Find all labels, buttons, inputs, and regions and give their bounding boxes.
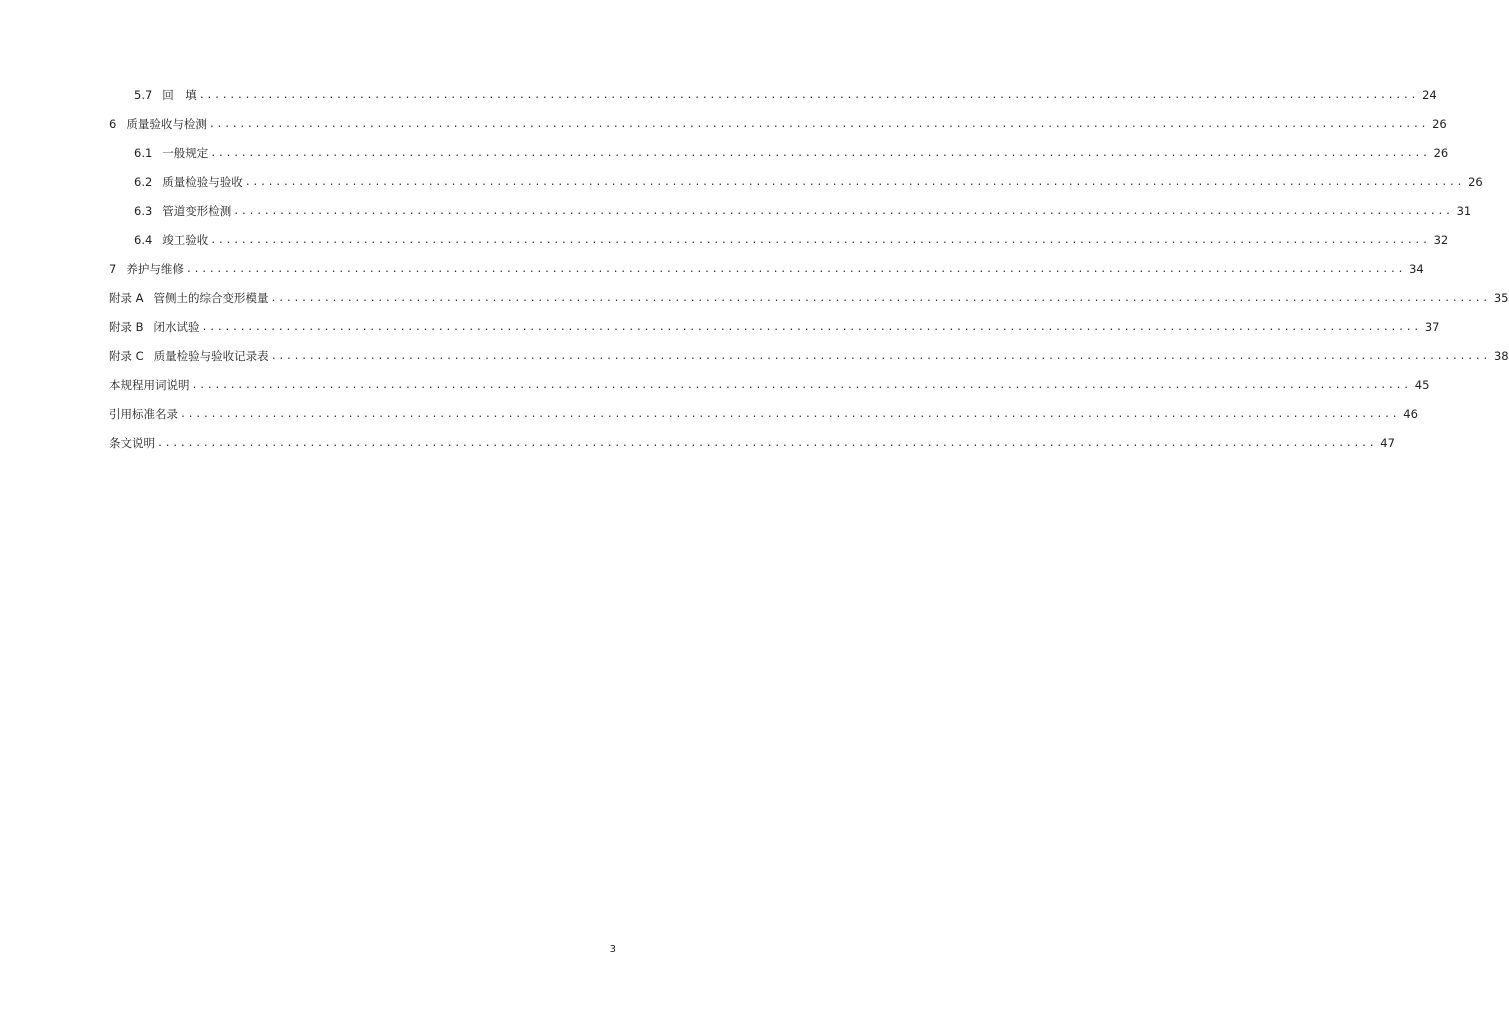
toc-entry-title: 竣工验收 bbox=[162, 233, 209, 247]
toc-entry-page: 47 bbox=[1380, 436, 1395, 450]
toc-entry-title: 质量检验与验收 bbox=[162, 175, 243, 189]
table-of-contents bbox=[109, 75, 1509, 452]
toc-entry-title: 养护与维修 bbox=[126, 262, 184, 276]
toc-entry-6[interactable] bbox=[109, 104, 1447, 133]
toc-entry-page: 38 bbox=[1493, 349, 1509, 363]
toc-entry-page: 26 bbox=[1432, 117, 1447, 131]
toc-entry-number: 附录 A bbox=[109, 291, 144, 305]
toc-dot-leader: ................................................................................................................................................................ bbox=[210, 148, 1430, 159]
toc-entry-title: 管侧土的综合变形模量 bbox=[153, 291, 269, 305]
toc-entry-page: 37 bbox=[1424, 320, 1440, 334]
toc-entry-page: 26 bbox=[1433, 146, 1449, 160]
toc-dot-leader: ................................................................................................................................................................ bbox=[191, 380, 1411, 391]
toc-entry-page: 31 bbox=[1456, 204, 1472, 218]
toc-dot-leader: ................................................................................................................................................................ bbox=[210, 235, 1430, 246]
toc-entry-title: 引用标准名录 bbox=[109, 407, 178, 421]
toc-entry-page: 45 bbox=[1414, 378, 1430, 392]
toc-entry-6-4[interactable] bbox=[109, 220, 1449, 249]
toc-entry-number: 6 bbox=[109, 117, 117, 131]
toc-entry-title: 闭水试验 bbox=[153, 320, 200, 334]
toc-entry-title: 本规程用词说明 bbox=[109, 378, 190, 392]
toc-entry-title: 回 填 bbox=[162, 88, 197, 102]
toc-entry-6-3[interactable] bbox=[109, 191, 1472, 220]
toc-dot-leader: ................................................................................................................................................................ bbox=[201, 322, 1421, 333]
toc-entry-page: 34 bbox=[1409, 262, 1424, 276]
toc-dot-leader: ................................................................................................................................................................ bbox=[244, 177, 1465, 188]
toc-entry-number: 7 bbox=[109, 262, 117, 276]
toc-entry-number: 附录 B bbox=[109, 320, 144, 334]
toc-dot-leader: ................................................................................................................................................................ bbox=[185, 264, 1406, 275]
toc-entry-page: 35 bbox=[1493, 291, 1509, 305]
toc-entry-number: 5.7 bbox=[134, 88, 153, 102]
toc-entry-number: 6.4 bbox=[134, 233, 153, 247]
toc-entry-6-1[interactable] bbox=[109, 133, 1449, 162]
toc-entry-page: 32 bbox=[1433, 233, 1449, 247]
toc-entry-title: 一般规定 bbox=[162, 146, 209, 160]
toc-dot-leader: ................................................................................................................................................................ bbox=[198, 90, 1419, 101]
toc-entry-6-2[interactable] bbox=[109, 162, 1483, 191]
toc-entry-number: 6.1 bbox=[134, 146, 153, 160]
toc-entry-number: 6.3 bbox=[134, 204, 153, 218]
toc-entry-wording-explanation[interactable] bbox=[109, 365, 1430, 394]
toc-entry-title: 质量检验与验收记录表 bbox=[153, 349, 269, 363]
toc-dot-leader: ................................................................................................................................................................ bbox=[270, 293, 1490, 304]
toc-entry-title: 质量验收与检测 bbox=[126, 117, 207, 131]
toc-entry-page: 46 bbox=[1403, 407, 1418, 421]
toc-entry-appendix-a[interactable] bbox=[109, 278, 1509, 307]
toc-entry-number: 附录 C bbox=[109, 349, 144, 363]
toc-entry-appendix-c[interactable] bbox=[109, 336, 1509, 365]
toc-entry-cited-standards[interactable] bbox=[109, 394, 1418, 423]
toc-dot-leader: ................................................................................................................................................................ bbox=[157, 438, 1377, 449]
toc-dot-leader: ................................................................................................................................................................ bbox=[208, 119, 1429, 130]
toc-entry-title: 条文说明 bbox=[109, 436, 155, 450]
toc-entry-page: 26 bbox=[1468, 175, 1483, 189]
toc-entry-appendix-b[interactable] bbox=[109, 307, 1440, 336]
toc-entry-7[interactable] bbox=[109, 249, 1424, 278]
toc-entry-title: 管道变形检测 bbox=[162, 204, 232, 218]
toc-dot-leader: ................................................................................................................................................................ bbox=[233, 206, 1453, 217]
toc-entry-5-7[interactable] bbox=[109, 75, 1437, 104]
toc-entry-clause-explanation[interactable] bbox=[109, 423, 1395, 452]
toc-dot-leader: ................................................................................................................................................................ bbox=[270, 351, 1490, 362]
toc-entry-page: 24 bbox=[1422, 88, 1437, 102]
page-number: 3 bbox=[609, 944, 616, 955]
toc-dot-leader: ................................................................................................................................................................ bbox=[180, 409, 1400, 420]
toc-entry-number: 6.2 bbox=[134, 175, 153, 189]
